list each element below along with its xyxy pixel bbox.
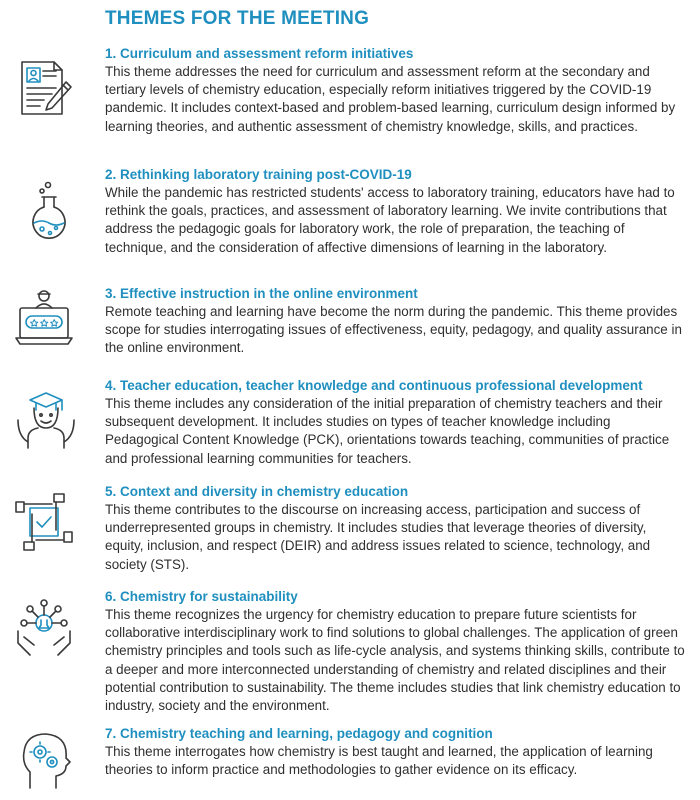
theme-description: While the pandemic has restricted students' access to laboratory training, educators have had to rethink the goals, practices, and assessment of laboratory learning. We invite contributions that address the pedagogic goals for laboratory work, the role of preparation, the teaching of technique, and the consideration of affective dimensions of learning in the laboratory. [105,185,675,255]
page-title: THEMES FOR THE MEETING [105,8,370,29]
theme-description: Remote teaching and learning have become the norm during the pandemic. This theme provides scope for studies interrogating issues of effectiveness, equity, pedagogy, and quality assurance in the online environment. [105,304,682,356]
diversity-hands-icon [12,490,76,554]
theme-description: This theme recognizes the urgency for chemistry education to prepare future scientists for collaborative interdisciplinary work to find solutions to global challenges. The application of green chemistry principles and tools such as life-cycle analysis, and systems thinking skills, contribute to a deeper and more interconnected understanding of chemistry and related disciplines and their potential contribution to sustainability. The theme includes studies that link chemistry education to industry, society and the environment. [105,607,685,714]
online-laptop-icon [12,286,76,350]
theme-title: 6. Chemistry for sustainability [105,589,298,604]
theme-description: This theme interrogates how chemistry is best taught and learned, the application of learning theories to inform practice and methodologies to gather evidence on its efficacy. [105,744,653,778]
theme-title: 4. Teacher education, teacher knowledge and continuous professional development [105,378,643,393]
theme-title: 2. Rethinking laboratory training post-COVID-19 [105,167,412,182]
theme-description: This theme addresses the need for curriculum and assessment reform at the secondary and tertiary levels of chemistry education, especially reform initiatives triggered by the COVID-19 pandemic. It includes context-based and problem-based learning, curriculum design informed by learning theories, and authentic assessment of chemistry knowledge, skills, and practices. [105,64,676,134]
theme-title: 1. Curriculum and assessment reform initiatives [105,46,414,61]
theme-title: 3. Effective instruction in the online environment [105,286,418,301]
sustainability-hands-icon [12,597,76,661]
theme-description: This theme includes any consideration of the initial preparation of chemistry teachers and their subsequent development. It includes studies on types of teacher knowledge including Pedagogical Content Knowledge (PCK), orientations towards teaching, communities of practice and professional learning communities for teachers. [105,396,670,466]
theme-title: 7. Chemistry teaching and learning, pedagogy and cognition [105,726,493,741]
graduate-icon [12,386,76,450]
head-gears-icon [12,728,76,792]
document-pencil-icon [12,56,76,120]
theme-title: 5. Context and diversity in chemistry education [105,484,409,499]
flask-icon [12,179,76,243]
theme-description: This theme contributes to the discourse on increasing access, participation and success of underrepresented groups in chemistry. It includes studies that leverage theories of diversity, equity, inclusion, and respect (DEIR) and address issues related to science, technology, and society (STS). [105,502,651,572]
